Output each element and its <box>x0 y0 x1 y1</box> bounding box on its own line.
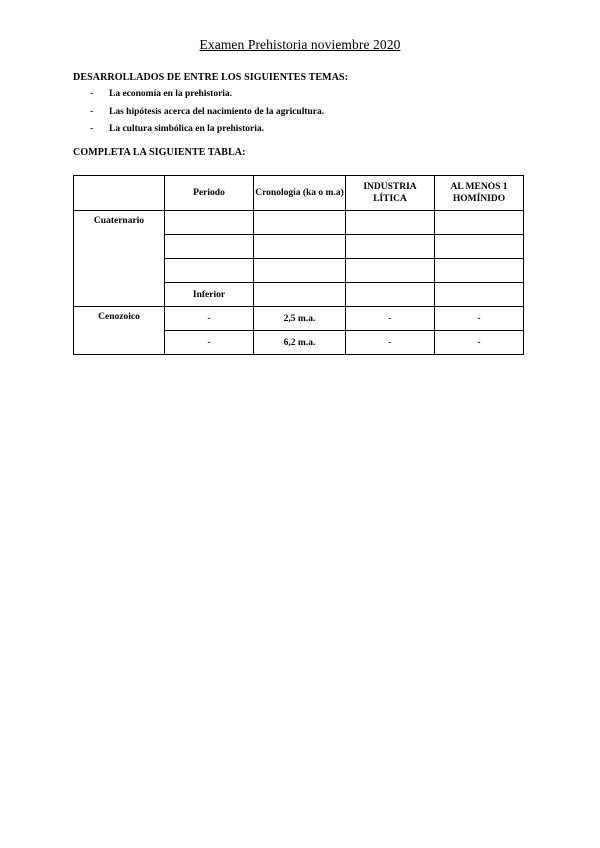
header-cell-hominido: AL MENOS 1 HOMÍNIDO <box>435 176 524 211</box>
era-cell-cenozoico: Cenozoico <box>74 307 165 355</box>
header-cell-empty <box>74 176 165 211</box>
table-cell[interactable] <box>165 259 254 283</box>
header-cell-periodo: Periodo <box>165 176 254 211</box>
table-cell[interactable] <box>254 235 346 259</box>
bullet-dash: - <box>90 124 94 134</box>
section-heading-topics: DESARROLLADOS DE ENTRE LOS SIGUIENTES TEMAS: <box>73 72 349 83</box>
bullet-dash: - <box>90 89 94 99</box>
chronology-table <box>73 175 524 355</box>
list-item <box>90 121 324 139</box>
list-item <box>90 86 324 104</box>
table-cell-cronologia: 6,2 m.a. <box>254 331 346 355</box>
table-row <box>74 211 524 235</box>
table-cell[interactable] <box>165 211 254 235</box>
topic-text: La cultura simbólica en la prehistoria. <box>109 124 264 134</box>
table-cell[interactable] <box>346 283 435 307</box>
table-cell[interactable] <box>435 235 524 259</box>
table-cell: - <box>165 331 254 355</box>
topics-list <box>90 86 324 139</box>
table-header-row <box>74 176 524 211</box>
table-cell: - <box>165 307 254 331</box>
table-cell: - <box>435 307 524 331</box>
table-cell[interactable] <box>346 211 435 235</box>
table-cell[interactable] <box>346 235 435 259</box>
table-cell[interactable] <box>346 259 435 283</box>
page-title: Examen Prehistoria noviembre 2020 <box>199 37 401 52</box>
table-cell: - <box>346 307 435 331</box>
table-cell-cronologia: 2,5 m.a. <box>254 307 346 331</box>
table-cell[interactable] <box>435 211 524 235</box>
section-heading-table: COMPLETA LA SIGUIENTE TABLA: <box>73 147 246 158</box>
topic-text: La economía en la prehistoria. <box>109 89 233 99</box>
era-cell-cuaternario: Cuaternario <box>74 211 165 307</box>
bullet-dash: - <box>90 106 94 117</box>
table-cell-periodo: Inferior <box>165 283 254 307</box>
table-cell: - <box>346 331 435 355</box>
list-item <box>90 104 324 122</box>
table-cell[interactable] <box>254 259 346 283</box>
topic-text: Las hipótesis acerca del nacimiento de la agricultura. <box>109 106 325 117</box>
header-cell-industria: INDUSTRIA LÍTICA <box>346 176 435 211</box>
header-cell-cronologia: Cronología (ka o m.a) <box>254 176 346 211</box>
table-cell: - <box>435 331 524 355</box>
table-row <box>74 307 524 331</box>
table-cell[interactable] <box>165 235 254 259</box>
table-cell[interactable] <box>435 283 524 307</box>
table-cell[interactable] <box>254 211 346 235</box>
table-cell[interactable] <box>254 283 346 307</box>
table-cell[interactable] <box>435 259 524 283</box>
